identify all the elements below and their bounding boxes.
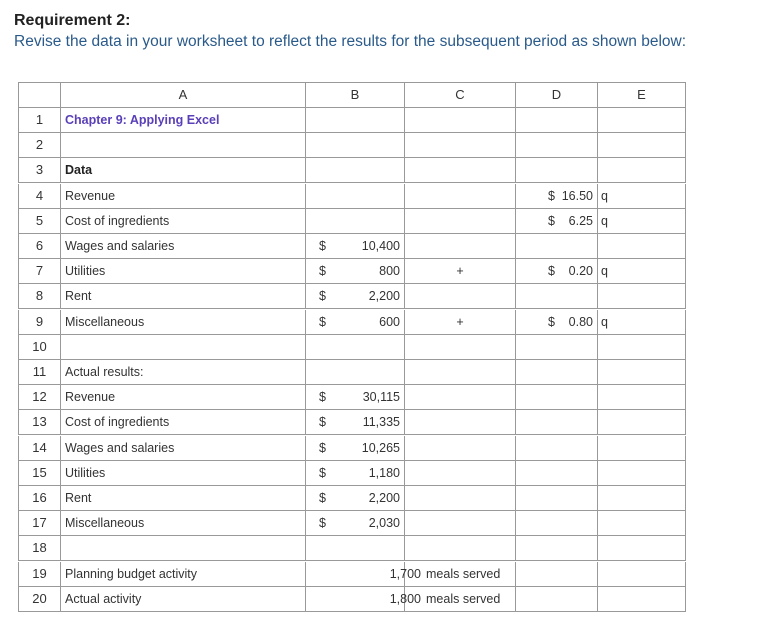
cell-b15[interactable] (306, 461, 405, 486)
corner-cell[interactable] (18, 83, 61, 108)
cell-d9[interactable] (516, 310, 598, 335)
cell-b3[interactable] (306, 158, 405, 183)
requirement-instruction: Revise the data in your worksheet to reflect the results for the subsequent period as shown below: (14, 33, 687, 50)
cell-c17[interactable] (405, 511, 516, 536)
row-number[interactable]: 3 (18, 158, 61, 183)
cell-value: 2,030 (368, 516, 400, 530)
cell-b8[interactable] (306, 284, 405, 309)
currency-symbol: $ (319, 441, 326, 455)
cell-e15[interactable] (598, 461, 686, 486)
cell-a4[interactable]: Revenue (61, 184, 306, 209)
cell-d10[interactable] (516, 335, 598, 360)
row-number[interactable]: 4 (18, 184, 61, 209)
cell-a10[interactable] (61, 335, 306, 360)
cell-e17[interactable] (598, 511, 686, 536)
table-row (18, 335, 686, 360)
table-row (18, 536, 686, 561)
table-row (18, 284, 686, 309)
table-row (18, 587, 686, 612)
table-row (18, 310, 686, 335)
currency-symbol: $ (319, 264, 326, 278)
cell-c20[interactable] (389, 587, 516, 612)
cell-d13[interactable] (516, 410, 598, 435)
row-number[interactable]: 19 (18, 562, 61, 587)
cell-a1[interactable]: Chapter 9: Applying Excel (61, 108, 306, 133)
cell-e6[interactable] (598, 234, 686, 259)
table-row (18, 184, 686, 209)
currency-symbol: $ (548, 315, 555, 329)
cell-d5[interactable] (516, 209, 598, 234)
row-number[interactable]: 13 (18, 410, 61, 435)
cell-b17[interactable] (306, 511, 405, 536)
cell-a18[interactable] (61, 536, 306, 561)
cell-a17[interactable]: Miscellaneous (61, 511, 306, 536)
currency-symbol: $ (319, 239, 326, 253)
cell-c6[interactable] (405, 234, 516, 259)
row-number[interactable]: 9 (18, 310, 61, 335)
row-number[interactable]: 11 (18, 360, 61, 385)
activity-value: 1,800 (389, 592, 421, 606)
currency-symbol: $ (319, 466, 326, 480)
cell-c9[interactable]: + (405, 310, 516, 335)
cell-a9[interactable]: Miscellaneous (61, 310, 306, 335)
cell-value: 1,180 (368, 466, 400, 480)
row-number[interactable]: 10 (18, 335, 61, 360)
cell-a5[interactable]: Cost of ingredients (61, 209, 306, 234)
row-number[interactable]: 15 (18, 461, 61, 486)
row-number[interactable]: 18 (18, 536, 61, 561)
cell-a2[interactable] (61, 133, 306, 158)
cell-b18[interactable] (306, 536, 405, 561)
row-number[interactable]: 12 (18, 385, 61, 410)
table-row (18, 259, 686, 284)
activity-unit: meals served (426, 592, 501, 606)
cell-a14[interactable]: Wages and salaries (61, 436, 306, 461)
cell-e2[interactable] (598, 133, 686, 158)
column-header-row (18, 82, 686, 108)
cell-a7[interactable]: Utilities (61, 259, 306, 284)
column-header-e[interactable]: E (598, 83, 686, 108)
column-header-b[interactable]: B (306, 83, 405, 108)
cell-c19[interactable] (389, 562, 516, 587)
currency-symbol: $ (319, 289, 326, 303)
cell-c3[interactable] (405, 158, 516, 183)
cell-value: 2,200 (368, 491, 400, 505)
cell-b12[interactable] (306, 385, 405, 410)
row-number[interactable]: 14 (18, 436, 61, 461)
row-number[interactable]: 16 (18, 486, 61, 511)
table-row (18, 461, 686, 486)
cell-a11[interactable]: Actual results: (61, 360, 306, 385)
currency-symbol: $ (548, 214, 555, 228)
cell-e5[interactable]: q (598, 209, 686, 234)
table-row (18, 410, 686, 435)
row-number[interactable]: 7 (18, 259, 61, 284)
cell-e19[interactable] (598, 562, 686, 587)
cell-b10[interactable] (306, 335, 405, 360)
cell-e8[interactable] (598, 284, 686, 309)
cell-d4[interactable] (516, 184, 598, 209)
cell-c4[interactable] (405, 184, 516, 209)
cell-c12[interactable] (405, 385, 516, 410)
table-row (18, 158, 686, 183)
cell-d20[interactable] (516, 587, 598, 612)
activity-value: 1,700 (389, 567, 421, 581)
cell-d17[interactable] (516, 511, 598, 536)
cell-c1[interactable] (405, 108, 516, 133)
cell-c15[interactable] (405, 461, 516, 486)
requirement-title: Requirement 2: (14, 12, 131, 29)
cell-e13[interactable] (598, 410, 686, 435)
row-number[interactable]: 17 (18, 511, 61, 536)
cell-e20[interactable] (598, 587, 686, 612)
cell-a12[interactable]: Revenue (61, 385, 306, 410)
cell-d8[interactable] (516, 284, 598, 309)
cell-e12[interactable] (598, 385, 686, 410)
cell-c7[interactable]: + (405, 259, 516, 284)
cell-e10[interactable] (598, 335, 686, 360)
currency-symbol: $ (319, 315, 326, 329)
row-number[interactable]: 6 (18, 234, 61, 259)
activity-unit: meals served (426, 567, 501, 581)
cell-c16[interactable] (405, 486, 516, 511)
row-number[interactable]: 20 (18, 587, 61, 612)
table-row (18, 133, 686, 158)
cell-b16[interactable] (306, 486, 405, 511)
cell-b4[interactable] (306, 184, 405, 209)
row-number[interactable]: 2 (18, 133, 61, 158)
cell-d12[interactable] (516, 385, 598, 410)
cell-c14[interactable] (405, 436, 516, 461)
cell-b5[interactable] (306, 209, 405, 234)
cell-a16[interactable]: Rent (61, 486, 306, 511)
cell-d3[interactable] (516, 158, 598, 183)
row-number[interactable]: 5 (18, 209, 61, 234)
cell-value: 11,335 (362, 415, 400, 429)
cell-value: 800 (379, 264, 400, 278)
cell-e11[interactable] (598, 360, 686, 385)
currency-symbol: $ (319, 390, 326, 404)
currency-symbol: $ (548, 264, 555, 278)
cell-value: 16.50 (561, 189, 593, 203)
cell-value: 0.80 (568, 315, 593, 329)
column-header-c[interactable]: C (405, 83, 516, 108)
cell-value: 10,265 (361, 441, 400, 455)
cell-e16[interactable] (598, 486, 686, 511)
cell-c8[interactable] (405, 284, 516, 309)
cell-c2[interactable] (405, 133, 516, 158)
cell-value: 2,200 (368, 289, 400, 303)
cell-c11[interactable] (405, 360, 516, 385)
table-row (18, 360, 686, 385)
column-header-a[interactable]: A (61, 83, 306, 108)
cell-b2[interactable] (306, 133, 405, 158)
cell-e18[interactable] (598, 536, 686, 561)
cell-d19[interactable] (516, 562, 598, 587)
cell-value: 0.20 (568, 264, 593, 278)
currency-symbol: $ (319, 491, 326, 505)
cell-b13[interactable] (306, 410, 405, 435)
table-row (18, 486, 686, 511)
cell-c5[interactable] (405, 209, 516, 234)
cell-d15[interactable] (516, 461, 598, 486)
cell-a13[interactable]: Cost of ingredients (61, 410, 306, 435)
currency-symbol: $ (548, 189, 555, 203)
row-number[interactable]: 1 (18, 108, 61, 133)
cell-b11[interactable] (306, 360, 405, 385)
table-row (18, 511, 686, 536)
cell-a15[interactable]: Utilities (61, 461, 306, 486)
cell-value: 6.25 (568, 214, 593, 228)
currency-symbol: $ (319, 516, 326, 530)
cell-b7[interactable] (306, 259, 405, 284)
cell-e9[interactable]: q (598, 310, 686, 335)
cell-d11[interactable] (516, 360, 598, 385)
table-row (18, 234, 686, 259)
cell-d2[interactable] (516, 133, 598, 158)
cell-c13[interactable] (405, 410, 516, 435)
cell-c10[interactable] (405, 335, 516, 360)
cell-value: 600 (379, 315, 400, 329)
cell-a19[interactable]: Planning budget activity (61, 562, 306, 587)
cell-a20[interactable]: Actual activity (61, 587, 306, 612)
cell-a3[interactable]: Data (61, 158, 306, 183)
cell-b1[interactable] (306, 108, 405, 133)
cell-d16[interactable] (516, 486, 598, 511)
cell-d1[interactable] (516, 108, 598, 133)
cell-d6[interactable] (516, 234, 598, 259)
cell-a6[interactable]: Wages and salaries (61, 234, 306, 259)
cell-e7[interactable]: q (598, 259, 686, 284)
row-number[interactable]: 8 (18, 284, 61, 309)
table-row (18, 562, 686, 587)
cell-b6[interactable] (306, 234, 405, 259)
table-row (18, 209, 686, 234)
cell-value: 30,115 (362, 390, 400, 404)
column-header-d[interactable]: D (516, 83, 598, 108)
cell-e3[interactable] (598, 158, 686, 183)
table-row (18, 108, 686, 133)
cell-d7[interactable] (516, 259, 598, 284)
cell-c18[interactable] (405, 536, 516, 561)
currency-symbol: $ (319, 415, 326, 429)
cell-a8[interactable]: Rent (61, 284, 306, 309)
cell-d18[interactable] (516, 536, 598, 561)
cell-b9[interactable] (306, 310, 405, 335)
cell-value: 10,400 (361, 239, 400, 253)
cell-e14[interactable] (598, 436, 686, 461)
cell-e1[interactable] (598, 108, 686, 133)
table-row (18, 385, 686, 410)
cell-b14[interactable] (306, 436, 405, 461)
table-row (18, 436, 686, 461)
cell-e4[interactable]: q (598, 184, 686, 209)
cell-d14[interactable] (516, 436, 598, 461)
